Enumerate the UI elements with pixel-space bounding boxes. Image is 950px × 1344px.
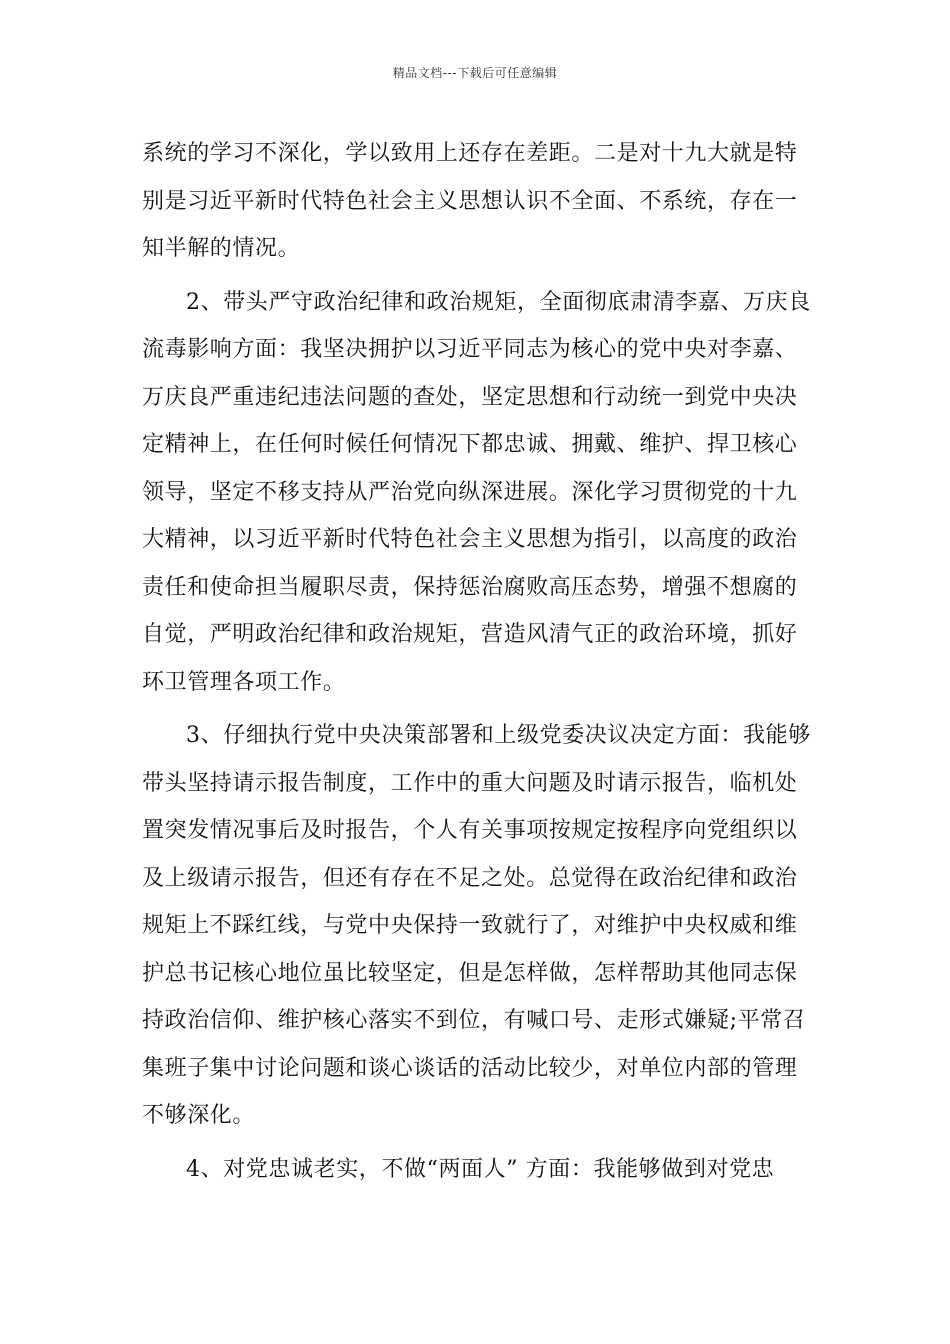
paragraph-4 (142, 1146, 812, 1194)
text-line: 流毒影响方面：我坚决拥护以习近平同志为核心的党中央对李嘉、 (142, 337, 798, 362)
text-line: 规矩上不踩红线，与党中央保持一致就行了，对维护中央权威和维 (142, 913, 798, 938)
text-line: 集班子集中讨论问题和谈心谈话的活动比较少，对单位内部的管理 (142, 1055, 798, 1081)
text-line: 不够深化。 (142, 1103, 256, 1128)
text-line: 万庆良严重违纪违法问题的查处，坚定思想和行动统一到党中央决 (142, 384, 798, 410)
text-line: 自觉，严明政治纪律和政治规矩，营造风清气正的政治环境，抓好 (142, 622, 798, 647)
text-line: 别是习近平新时代特色社会主义思想认识不全面、不系统，存在一 (142, 188, 798, 214)
text-line: 置突发情况事后及时报告，个人有关事项按规定按程序向党组织以 (142, 818, 798, 843)
page-header: 精品文档---下载后可任意编辑 (392, 66, 558, 80)
text-line: 定精神上，在任何时候任何情况下都忠诚、拥戴、维护、捍卫核心 (142, 432, 798, 457)
text-line: 环卫管理各项工作。 (142, 669, 346, 695)
text-line: 4、对党忠诚老实，不做“两面人” 方面：我能够做到对党忠 (186, 1156, 775, 1182)
text-line: 大精神，以习近平新时代特色社会主义思想为指引，以高度的政治 (142, 527, 798, 552)
paragraph-3 (142, 712, 812, 1140)
paragraph-2 (142, 279, 812, 707)
document-body (142, 130, 812, 1193)
text-line: 领导，坚定不移支持从严治党向纵深进展。深化学习贯彻党的十九 (142, 479, 798, 505)
text-line: 3、仔细执行党中央决策部署和上级党委决议决定方面：我能够 (186, 723, 811, 748)
text-line: 知半解的情况。 (142, 236, 301, 261)
paragraph-1 (142, 130, 812, 273)
text-line: 带头坚持请示报告制度，工作中的重大问题及时请示报告，临机处 (142, 770, 798, 796)
text-line: 2、带头严守政治纪律和政治规矩，全面彻底肃清李嘉、万庆良 (186, 289, 811, 315)
text-line: 及上级请示报告，但还有存在不足之处。总觉得在政治纪律和政治 (142, 865, 798, 891)
text-line: 护总书记核心地位虽比较坚定，但是怎样做，怎样帮助其他同志保 (142, 960, 798, 986)
text-line: 责任和使命担当履职尽责，保持惩治腐败高压态势，增强不想腐的 (142, 574, 798, 600)
text-line: 系统的学习不深化，学以致用上还存在差距。二是对十九大就是特 (142, 141, 798, 166)
text-line: 持政治信仰、维护核心落实不到位，有喊口号、走形式嫌疑;平常召 (142, 1008, 806, 1033)
